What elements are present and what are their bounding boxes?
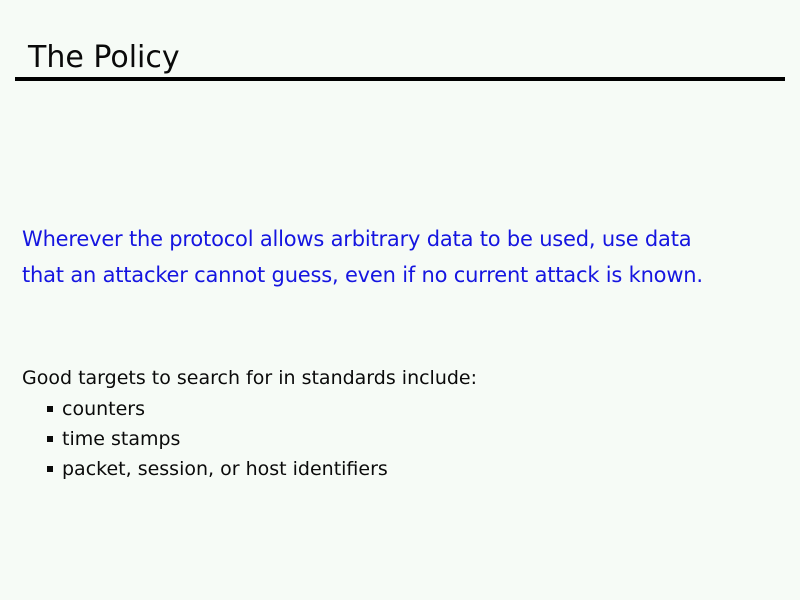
list-item xyxy=(47,454,388,484)
square-bullet-icon xyxy=(47,436,53,442)
list-item-label: time stamps xyxy=(62,428,181,450)
square-bullet-icon xyxy=(47,406,53,412)
page-title: The Policy xyxy=(28,40,180,75)
targets-list xyxy=(47,394,388,484)
policy-statement-line-1: Wherever the protocol allows arbitrary data to be used, use data xyxy=(22,227,692,251)
policy-statement xyxy=(22,221,703,293)
policy-statement-line-2: that an attacker cannot guess, even if no current attack is known. xyxy=(22,263,703,287)
list-item-label: packet, session, or host identifiers xyxy=(62,458,388,480)
square-bullet-icon xyxy=(47,466,53,472)
title-underline-rule xyxy=(15,77,785,81)
list-item xyxy=(47,424,388,454)
list-item xyxy=(47,394,388,424)
list-item-label: counters xyxy=(62,398,146,420)
targets-heading: Good targets to search for in standards include: xyxy=(22,367,478,389)
